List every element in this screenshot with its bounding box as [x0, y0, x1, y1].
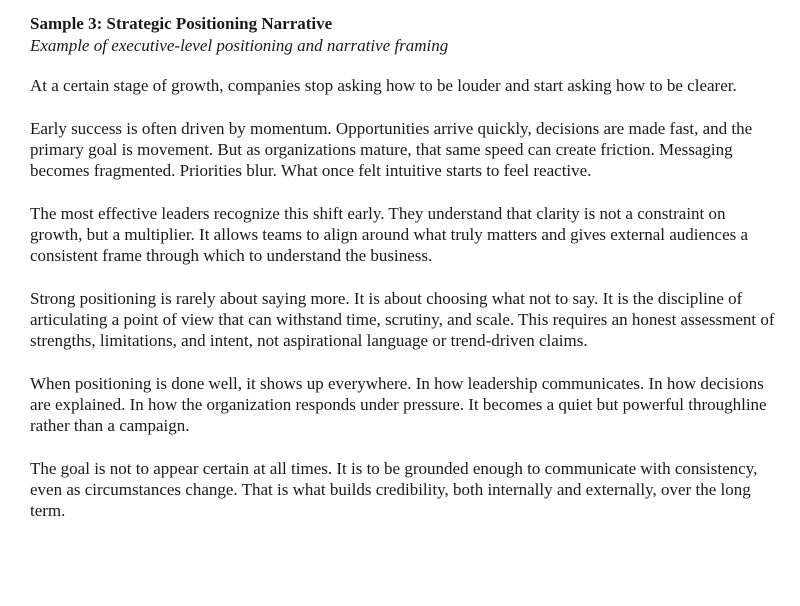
document-title: Sample 3: Strategic Positioning Narrative: [30, 14, 333, 33]
document-page: [30, 13, 780, 543]
paragraph-goal: The goal is not to appear certain at all times. It is to be grounded enough to communicate with consistency, even as circumstances change. That is what builds credibility, both internally and externally, over the long term.: [30, 459, 758, 520]
document-subtitle: Example of executive-level positioning and narrative framing: [30, 36, 449, 55]
paragraph-done-well: When positioning is done well, it shows up everywhere. In how leadership communicates. In how decisions are explained. In how the organization responds under pressure. It becomes a quiet but powerful throughline rather than a campaign.: [30, 374, 767, 435]
paragraph-intro: At a certain stage of growth, companies stop asking how to be louder and start asking how to be clearer.: [30, 76, 737, 95]
paragraph-momentum: Early success is often driven by momentum. Opportunities arrive quickly, decisions are made fast, and the primary goal is movement. But as organizations mature, that same speed can create friction. Messaging becomes fragmented. Priorities blur. What once felt intuitive starts to feel reactive.: [30, 119, 753, 180]
paragraph-leaders: The most effective leaders recognize this shift early. They understand that clarity is not a constraint on growth, but a multiplier. It allows teams to align around what truly matters and gives external audiences a consistent frame through which to understand the business.: [30, 204, 749, 265]
paragraph-positioning: Strong positioning is rarely about saying more. It is about choosing what not to say. It is the discipline of articulating a point of view that can withstand time, scrutiny, and scale. This requires an honest assessment of strengths, limitations, and intent, not aspirational language or trend-driven claims.: [30, 289, 775, 350]
